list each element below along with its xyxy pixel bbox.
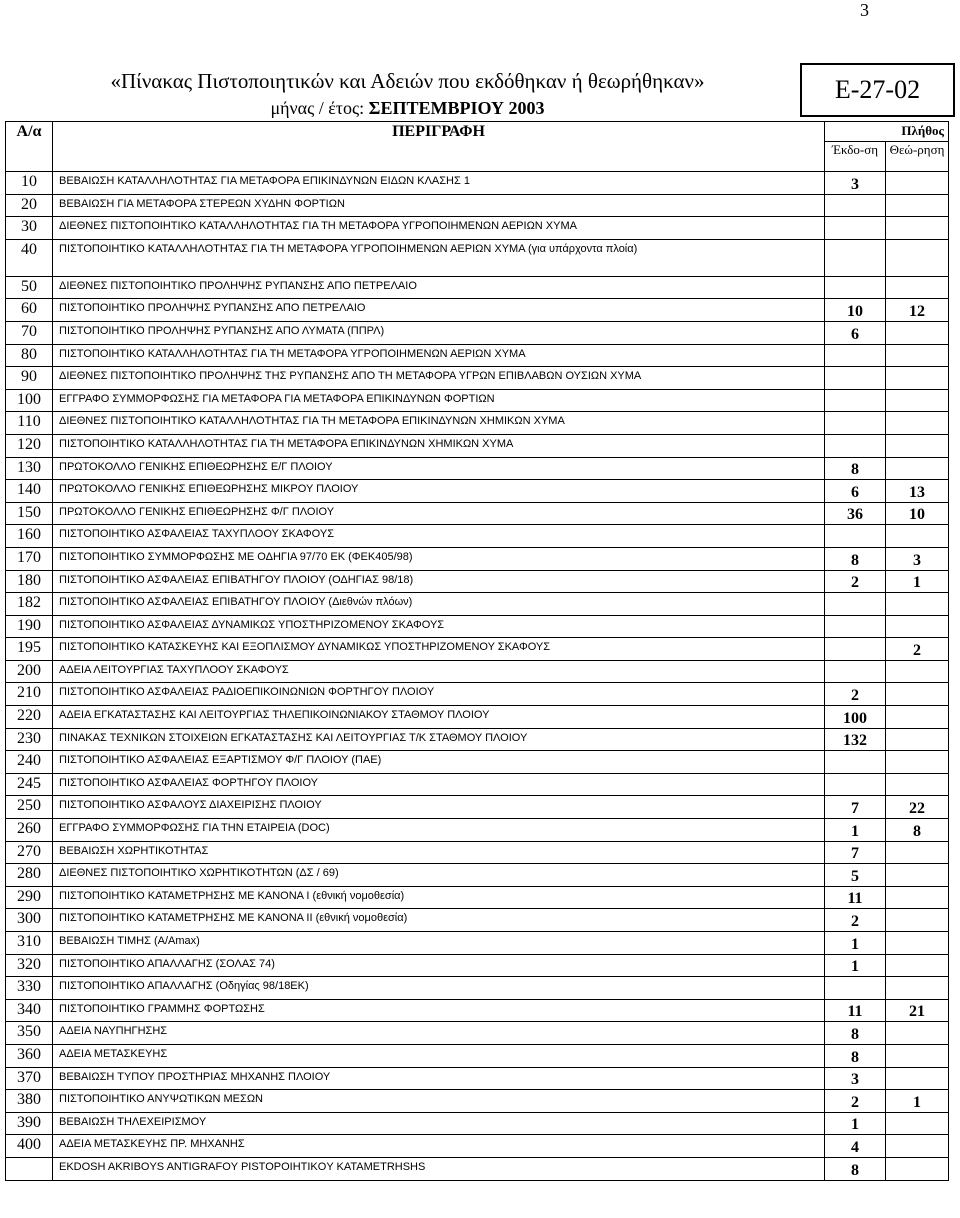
subtitle-prefix: μήνας / έτος:	[270, 98, 369, 118]
row-aa: 150	[6, 502, 53, 525]
row-endorsed	[886, 728, 949, 751]
row-aa: 280	[6, 864, 53, 887]
row-issued: 1	[825, 819, 886, 842]
row-description: ΔΙΕΘΝΕΣ ΠΙΣΤΟΠΟΙΗΤΙΚΟ ΠΡΟΛΗΨΗΣ ΡΥΠΑΝΣΗΣ ΑΠΟ ΠΕΤΡΕΛΑΙΟ	[53, 276, 825, 299]
table-row	[6, 706, 949, 729]
row-aa: 390	[6, 1112, 53, 1135]
row-endorsed: 1	[886, 570, 949, 593]
row-issued: 7	[825, 841, 886, 864]
row-aa: 60	[6, 299, 53, 322]
row-issued	[825, 344, 886, 367]
row-endorsed	[886, 909, 949, 932]
table-row	[6, 999, 949, 1022]
row-issued: 10	[825, 299, 886, 322]
row-description: ΒΕΒΑΙΩΣΗ ΤΗΛΕΧΕΙΡΙΣΜΟΥ	[53, 1112, 825, 1135]
row-aa: 230	[6, 728, 53, 751]
table-row	[6, 1022, 949, 1045]
row-description: ΠΙΣΤΟΠΟΙΗΤΙΚΟ ΑΝΥΨΩΤΙΚΩΝ ΜΕΣΩΝ	[53, 1090, 825, 1113]
row-description: ΔΙΕΘΝΕΣ ΠΙΣΤΟΠΟΙΗΤΙΚΟ ΧΩΡΗΤΙΚΟΤΗΤΩΝ (ΔΣ / 69)	[53, 864, 825, 887]
table-row	[6, 239, 949, 276]
row-issued: 36	[825, 502, 886, 525]
row-issued	[825, 593, 886, 616]
row-endorsed	[886, 1112, 949, 1135]
row-description: ΠΙΣΤΟΠΟΙΗΤΙΚΟ ΚΑΤΑΛΛΗΛΟΤΗΤΑΣ ΓΙΑ ΤΗ ΜΕΤΑΦΟΡΑ ΕΠΙΚΙΝΔΥΝΩΝ ΧΗΜΙΚΩΝ ΧΥΜΑ	[53, 434, 825, 457]
table-row	[6, 434, 949, 457]
row-endorsed	[886, 412, 949, 435]
row-description: ΕΓΓΡΑΦΟ ΣΥΜΜΟΡΦΩΣΗΣ ΓΙΑ ΜΕΤΑΦΟΡΑ ΓΙΑ ΜΕΤΑΦΟΡΑ ΕΠΙΚΙΝΔΥΝΩΝ ΦΟΡΤΙΩΝ	[53, 389, 825, 412]
table-row	[6, 547, 949, 570]
table-row	[6, 1135, 949, 1158]
row-endorsed	[886, 593, 949, 616]
row-endorsed: 1	[886, 1090, 949, 1113]
row-description: ΒΕΒΑΙΩΣΗ ΓΙΑ ΜΕΤΑΦΟΡΑ ΣΤΕΡΕΩΝ ΧΥΔΗΝ ΦΟΡΤΙΩΝ	[53, 194, 825, 217]
row-aa: 270	[6, 841, 53, 864]
row-endorsed: 3	[886, 547, 949, 570]
row-aa: 245	[6, 773, 53, 796]
row-aa: 400	[6, 1135, 53, 1158]
row-description: ΔΙΕΘΝΕΣ ΠΙΣΤΟΠΟΙΗΤΙΚΟ ΚΑΤΑΛΛΗΛΟΤΗΤΑΣ ΓΙΑ ΤΗ ΜΕΤΑΦΟΡΑ ΥΓΡΟΠΟΙΗΜΕΝΩΝ ΑΕΡΙΩΝ ΧΥΜΑ	[53, 217, 825, 240]
row-aa: 195	[6, 638, 53, 661]
table-row	[6, 773, 949, 796]
row-description: ΠΙΣΤΟΠΟΙΗΤΙΚΟ ΑΣΦΑΛΕΙΑΣ ΕΠΙΒΑΤΗΓΟΥ ΠΛΟΙΟΥ (Διεθνών πλόων)	[53, 593, 825, 616]
row-issued: 3	[825, 1067, 886, 1090]
row-issued: 7	[825, 796, 886, 819]
row-description: ΠΙΣΤΟΠΟΙΗΤΙΚΟ ΠΡΟΛΗΨΗΣ ΡΥΠΑΝΣΗΣ ΑΠΟ ΠΕΤΡΕΛΑΙΟ	[53, 299, 825, 322]
row-endorsed	[886, 751, 949, 774]
table-row	[6, 194, 949, 217]
table-row	[6, 751, 949, 774]
row-description: ΠΙΣΤΟΠΟΙΗΤΙΚΟ ΑΣΦΑΛΕΙΑΣ ΡΑΔΙΟΕΠΙΚΟΙΝΩΝΙΩΝ ΦΟΡΤΗΓΟΥ ΠΛΟΙΟΥ	[53, 683, 825, 706]
table-row	[6, 909, 949, 932]
row-endorsed: 10	[886, 502, 949, 525]
table-row	[6, 728, 949, 751]
row-aa: 210	[6, 683, 53, 706]
row-description: ΠΙΣΤΟΠΟΙΗΤΙΚΟ ΑΠΑΛΛΑΓΗΣ (Οδηγίας 98/18ΕΚ)	[53, 977, 825, 1000]
row-description: ΕΓΓΡΑΦΟ ΣΥΜΜΟΡΦΩΣΗΣ ΓΙΑ ΤΗΝ ΕΤΑΙΡΕΙΑ (DOC)	[53, 819, 825, 842]
row-aa: 130	[6, 457, 53, 480]
table-row	[6, 1044, 949, 1067]
certificates-table	[5, 121, 949, 1181]
row-endorsed	[886, 954, 949, 977]
row-description: ΠΙΣΤΟΠΟΙΗΤΙΚΟ ΚΑΤΑΛΛΗΛΟΤΗΤΑΣ ΓΙΑ ΤΗ ΜΕΤΑΦΟΡΑ ΥΓΡΟΠΟΙΗΜΕΝΩΝ ΑΕΡΙΩΝ ΧΥΜΑ	[53, 344, 825, 367]
row-aa: 180	[6, 570, 53, 593]
row-endorsed	[886, 239, 949, 276]
row-endorsed: 13	[886, 480, 949, 503]
row-aa: 110	[6, 412, 53, 435]
row-description: ΠΙΣΤΟΠΟΙΗΤΙΚΟ ΠΡΟΛΗΨΗΣ ΡΥΠΑΝΣΗΣ ΑΠΟ ΛΥΜΑΤΑ (ΠΠΡΛ)	[53, 321, 825, 344]
row-aa: 240	[6, 751, 53, 774]
row-description: ΠΡΩΤΟΚΟΛΛΟ ΓΕΝΙΚΗΣ ΕΠΙΘΕΩΡΗΣΗΣ Ε/Γ ΠΛΟΙΟΥ	[53, 457, 825, 480]
row-description: ΠΙΣΤΟΠΟΙΗΤΙΚΟ ΣΥΜΜΟΡΦΩΣΗΣ ΜΕ ΟΔΗΓΙΑ 97/70 ΕΚ (ΦΕΚ405/98)	[53, 547, 825, 570]
row-description: ΑΔΕΙΑ ΛΕΙΤΟΥΡΓΙΑΣ ΤΑΧΥΠΛΟΟΥ ΣΚΑΦΟΥΣ	[53, 660, 825, 683]
row-description: ΑΔΕΙΑ ΜΕΤΑΣΚΕΥΗΣ ΠΡ. ΜΗΧΑΝΗΣ	[53, 1135, 825, 1158]
row-description: ΒΕΒΑΙΩΣΗ ΚΑΤΑΛΛΗΛΟΤΗΤΑΣ ΓΙΑ ΜΕΤΑΦΟΡΑ ΕΠΙΚΙΝΔΥΝΩΝ ΕΙΔΩΝ ΚΛΑΣΗΣ 1	[53, 172, 825, 195]
row-aa: 320	[6, 954, 53, 977]
row-description: ΠΙΣΤΟΠΟΙΗΤΙΚΟ ΑΣΦΑΛΕΙΑΣ ΤΑΧΥΠΛΟΟΥ ΣΚΑΦΟΥΣ	[53, 525, 825, 548]
row-endorsed: 12	[886, 299, 949, 322]
row-description: ΠΙΣΤΟΠΟΙΗΤΙΚΟ ΑΣΦΑΛΕΙΑΣ ΕΠΙΒΑΤΗΓΟΥ ΠΛΟΙΟΥ (ΟΔΗΓΙΑΣ 98/18)	[53, 570, 825, 593]
header-endorsed: Θεώ-ρηση	[886, 142, 949, 172]
table-row	[6, 367, 949, 390]
table-row	[6, 864, 949, 887]
row-aa: 120	[6, 434, 53, 457]
row-endorsed	[886, 1067, 949, 1090]
row-issued: 6	[825, 480, 886, 503]
row-aa: 100	[6, 389, 53, 412]
row-description: ΠΙΣΤΟΠΟΙΗΤΙΚΟ ΚΑΤΑΛΛΗΛΟΤΗΤΑΣ ΓΙΑ ΤΗ ΜΕΤΑΦΟΡΑ ΥΓΡΟΠΟΙΗΜΕΝΩΝ ΑΕΡΙΩΝ ΧΥΜΑ (για υπάρχοντα πλοία)	[53, 239, 825, 276]
row-issued	[825, 751, 886, 774]
row-aa: 140	[6, 480, 53, 503]
row-issued: 11	[825, 999, 886, 1022]
row-issued: 1	[825, 1112, 886, 1135]
row-endorsed	[886, 660, 949, 683]
row-description: ΒΕΒΑΙΩΣΗ ΤΥΠΟΥ ΠΡΟΣΤΗΡΙΑΣ ΜΗΧΑΝΗΣ ΠΛΟΙΟΥ	[53, 1067, 825, 1090]
row-issued	[825, 638, 886, 661]
row-description: ΠΙΣΤΟΠΟΙΗΤΙΚΟ ΑΣΦΑΛΕΙΑΣ ΔΥΝΑΜΙΚΩΣ ΥΠΟΣΤΗΡΙΖΟΜΕΝΟΥ ΣΚΑΦΟΥΣ	[53, 615, 825, 638]
row-aa: 200	[6, 660, 53, 683]
row-aa: 80	[6, 344, 53, 367]
row-endorsed	[886, 977, 949, 1000]
form-code: Ε-27-02	[800, 63, 955, 117]
row-issued: 100	[825, 706, 886, 729]
table-row	[6, 480, 949, 503]
row-description: ΠΙΣΤΟΠΟΙΗΤΙΚΟ ΚΑΤΑΣΚΕΥΗΣ ΚΑΙ ΕΞΟΠΛΙΣΜΟΥ ΔΥΝΑΜΙΚΩΣ ΥΠΟΣΤΗΡΙΖΟΜΕΝΟΥ ΣΚΑΦΟΥΣ	[53, 638, 825, 661]
row-endorsed	[886, 1135, 949, 1158]
table-row	[6, 615, 949, 638]
row-endorsed	[886, 841, 949, 864]
row-endorsed	[886, 434, 949, 457]
row-aa: 370	[6, 1067, 53, 1090]
table-row	[6, 977, 949, 1000]
row-aa: 50	[6, 276, 53, 299]
row-aa: 220	[6, 706, 53, 729]
row-description: ΠΡΩΤΟΚΟΛΛΟ ΓΕΝΙΚΗΣ ΕΠΙΘΕΩΡΗΣΗΣ Φ/Γ ΠΛΟΙΟΥ	[53, 502, 825, 525]
row-description: ΒΕΒΑΙΩΣΗ ΤΙΜΗΣ (Α/Αmax)	[53, 932, 825, 955]
row-issued: 2	[825, 1090, 886, 1113]
row-aa: 70	[6, 321, 53, 344]
table-row	[6, 525, 949, 548]
row-description: EKDOSH AKRIBOYS ANTIGRAFOY PISTOPOIHTIKOY ΚΑΤΑΜΕΤRHSHS	[53, 1157, 825, 1180]
row-aa: 182	[6, 593, 53, 616]
table-row	[6, 683, 949, 706]
table-row	[6, 593, 949, 616]
row-issued	[825, 389, 886, 412]
row-aa: 300	[6, 909, 53, 932]
row-endorsed: 2	[886, 638, 949, 661]
row-endorsed	[886, 276, 949, 299]
row-aa: 20	[6, 194, 53, 217]
row-endorsed	[886, 1022, 949, 1045]
row-description: ΠΙΣΤΟΠΟΙΗΤΙΚΟ ΚΑΤΑΜΕΤΡΗΣΗΣ ΜΕ ΚΑΝΟΝΑ Ι (εθνική νομοθεσία)	[53, 886, 825, 909]
row-issued	[825, 615, 886, 638]
table-body	[6, 172, 949, 1181]
row-aa: 160	[6, 525, 53, 548]
subtitle-month: ΣΕΠΤΕΜΒΡΙΟΥ 2003	[368, 98, 545, 118]
row-endorsed	[886, 886, 949, 909]
row-endorsed: 8	[886, 819, 949, 842]
table-row	[6, 299, 949, 322]
row-issued: 132	[825, 728, 886, 751]
header-aa: Α/α	[6, 122, 53, 172]
row-description: ΠΡΩΤΟΚΟΛΛΟ ΓΕΝΙΚΗΣ ΕΠΙΘΕΩΡΗΣΗΣ ΜΙΚΡΟΥ ΠΛΟΙΟΥ	[53, 480, 825, 503]
row-issued: 8	[825, 1157, 886, 1180]
table-row	[6, 638, 949, 661]
row-aa: 260	[6, 819, 53, 842]
table-row	[6, 660, 949, 683]
row-issued: 3	[825, 172, 886, 195]
table-row	[6, 276, 949, 299]
row-aa: 380	[6, 1090, 53, 1113]
row-description: ΑΔΕΙΑ ΜΕΤΑΣΚΕΥΗΣ	[53, 1044, 825, 1067]
table-row	[6, 841, 949, 864]
page-subtitle	[30, 97, 785, 119]
row-description: ΒΕΒΑΙΩΣΗ ΧΩΡΗΤΙΚΟΤΗΤΑΣ	[53, 841, 825, 864]
row-issued: 2	[825, 683, 886, 706]
row-aa: 190	[6, 615, 53, 638]
page-title: «Πίνακας Πιστοποιητικών και Αδειών που εκδόθηκαν ή θεωρήθηκαν»	[110, 69, 705, 93]
row-issued	[825, 217, 886, 240]
row-issued	[825, 525, 886, 548]
table-row	[6, 954, 949, 977]
table-row	[6, 321, 949, 344]
header-issued: Έκδο-ση	[825, 142, 886, 172]
row-endorsed	[886, 367, 949, 390]
row-aa: 90	[6, 367, 53, 390]
row-issued: 8	[825, 1022, 886, 1045]
table-row	[6, 1112, 949, 1135]
row-endorsed	[886, 172, 949, 195]
row-aa: 10	[6, 172, 53, 195]
table-row	[6, 932, 949, 955]
row-endorsed	[886, 615, 949, 638]
table-row	[6, 389, 949, 412]
row-description: ΔΙΕΘΝΕΣ ΠΙΣΤΟΠΟΙΗΤΙΚΟ ΚΑΤΑΛΛΗΛΟΤΗΤΑΣ ΓΙΑ ΤΗ ΜΕΤΑΦΟΡΑ ΕΠΙΚΙΝΔΥΝΩΝ ΧΗΜΙΚΩΝ ΧΥΜΑ	[53, 412, 825, 435]
row-endorsed	[886, 1157, 949, 1180]
row-endorsed	[886, 389, 949, 412]
row-description: ΠΙΝΑΚΑΣ ΤΕΧΝΙΚΩΝ ΣΤΟΙΧΕΙΩΝ ΕΓΚΑΤΑΣΤΑΣΗΣ ΚΑΙ ΛΕΙΤΟΥΡΓΙΑΣ Τ/Κ ΣΤΑΘΜΟΥ ΠΛΟΙΟΥ	[53, 728, 825, 751]
table-row	[6, 796, 949, 819]
row-description: ΠΙΣΤΟΠΟΙΗΤΙΚΟ ΑΣΦΑΛΕΙΑΣ ΦΟΡΤΗΓΟΥ ΠΛΟΙΟΥ	[53, 773, 825, 796]
header-description: ΠΕΡΙΓΡΑΦΗ	[53, 122, 825, 172]
row-endorsed	[886, 525, 949, 548]
page-number: 3	[860, 0, 869, 20]
row-description: ΠΙΣΤΟΠΟΙΗΤΙΚΟ ΑΠΑΛΛΑΓΗΣ (ΣΟΛΑΣ 74)	[53, 954, 825, 977]
row-endorsed: 22	[886, 796, 949, 819]
row-endorsed	[886, 344, 949, 367]
row-description: ΑΔΕΙΑ ΝΑΥΠΗΓΗΣΗΣ	[53, 1022, 825, 1045]
row-aa: 330	[6, 977, 53, 1000]
row-aa: 360	[6, 1044, 53, 1067]
header-row	[6, 122, 949, 142]
row-description: ΠΙΣΤΟΠΟΙΗΤΙΚΟ ΑΣΦΑΛΟΥΣ ΔΙΑΧΕΙΡΙΣΗΣ ΠΛΟΙΟΥ	[53, 796, 825, 819]
row-endorsed	[886, 457, 949, 480]
row-endorsed	[886, 321, 949, 344]
table-row	[6, 457, 949, 480]
row-issued: 8	[825, 547, 886, 570]
row-issued	[825, 367, 886, 390]
row-endorsed	[886, 683, 949, 706]
table-row	[6, 344, 949, 367]
row-endorsed: 21	[886, 999, 949, 1022]
row-issued: 4	[825, 1135, 886, 1158]
row-aa: 40	[6, 239, 53, 276]
row-issued	[825, 412, 886, 435]
row-issued: 2	[825, 909, 886, 932]
row-aa: 170	[6, 547, 53, 570]
table-row	[6, 819, 949, 842]
row-description: ΠΙΣΤΟΠΟΙΗΤΙΚΟ ΑΣΦΑΛΕΙΑΣ ΕΞΑΡΤΙΣΜΟΥ Φ/Γ ΠΛΟΙΟΥ (ΠΑΕ)	[53, 751, 825, 774]
table-row	[6, 502, 949, 525]
row-description: ΑΔΕΙΑ ΕΓΚΑΤΑΣΤΑΣΗΣ ΚΑΙ ΛΕΙΤΟΥΡΓΙΑΣ ΤΗΛΕΠΙΚΟΙΝΩΝΙΑΚΟΥ ΣΤΑΘΜΟΥ ΠΛΟΙΟΥ	[53, 706, 825, 729]
row-issued	[825, 239, 886, 276]
row-issued	[825, 434, 886, 457]
row-endorsed	[886, 217, 949, 240]
row-issued	[825, 276, 886, 299]
row-aa: 310	[6, 932, 53, 955]
row-issued	[825, 977, 886, 1000]
row-aa: 290	[6, 886, 53, 909]
row-description: ΔΙΕΘΝΕΣ ΠΙΣΤΟΠΟΙΗΤΙΚΟ ΠΡΟΛΗΨΗΣ ΤΗΣ ΡΥΠΑΝΣΗΣ ΑΠΟ ΤΗ ΜΕΤΑΦΟΡΑ ΥΓΡΩΝ ΕΠΙΒΛΑΒΩΝ ΟΥΣΙΩΝ ΧΥΜΑ	[53, 367, 825, 390]
table-row	[6, 886, 949, 909]
table-row	[6, 412, 949, 435]
row-aa: 250	[6, 796, 53, 819]
table-row	[6, 570, 949, 593]
table-row	[6, 172, 949, 195]
row-aa: 350	[6, 1022, 53, 1045]
header-quantity: Πλήθος	[825, 122, 949, 142]
row-issued: 6	[825, 321, 886, 344]
row-endorsed	[886, 194, 949, 217]
row-aa: 340	[6, 999, 53, 1022]
row-issued: 2	[825, 570, 886, 593]
row-endorsed	[886, 706, 949, 729]
row-issued	[825, 773, 886, 796]
table-row	[6, 1090, 949, 1113]
row-endorsed	[886, 1044, 949, 1067]
row-issued	[825, 660, 886, 683]
row-endorsed	[886, 773, 949, 796]
row-endorsed	[886, 864, 949, 887]
row-issued: 8	[825, 1044, 886, 1067]
row-endorsed	[886, 932, 949, 955]
row-issued: 1	[825, 932, 886, 955]
table-row	[6, 1157, 949, 1180]
table-row	[6, 217, 949, 240]
row-description: ΠΙΣΤΟΠΟΙΗΤΙΚΟ ΓΡΑΜΜΗΣ ΦΟΡΤΩΣΗΣ	[53, 999, 825, 1022]
row-issued: 1	[825, 954, 886, 977]
table-row	[6, 1067, 949, 1090]
row-aa	[6, 1157, 53, 1180]
row-issued: 11	[825, 886, 886, 909]
row-aa: 30	[6, 217, 53, 240]
row-issued: 8	[825, 457, 886, 480]
row-description: ΠΙΣΤΟΠΟΙΗΤΙΚΟ ΚΑΤΑΜΕΤΡΗΣΗΣ ΜΕ ΚΑΝΟΝΑ ΙΙ (εθνική νομοθεσία)	[53, 909, 825, 932]
row-issued: 5	[825, 864, 886, 887]
row-issued	[825, 194, 886, 217]
